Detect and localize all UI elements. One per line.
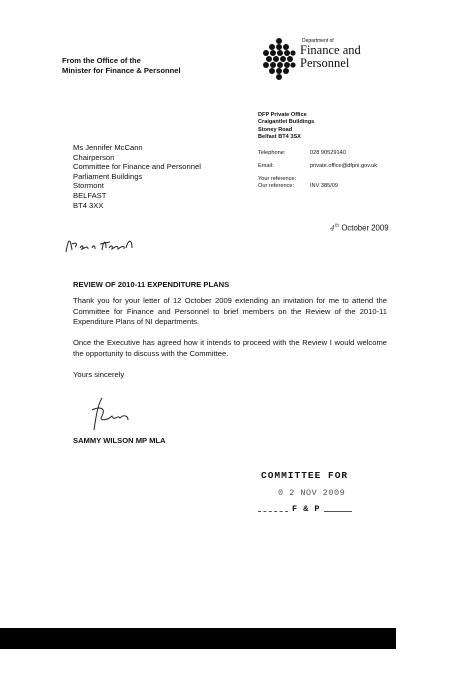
body-paragraph-1: Thank you for your letter of 12 October 2009 extending an invitation for me to attend the Committee for Finance and Personnel to brief members on the Review of the 2010-11 Expenditure Plans of NI departments. xyxy=(73,296,387,326)
stamp-rule-left xyxy=(258,511,288,512)
stamp-rule-right xyxy=(324,511,352,512)
office-address-line2: Craigantlet Buildings xyxy=(258,119,315,126)
recipient-city: BELFAST xyxy=(73,190,107,200)
contact-details xyxy=(258,150,377,190)
department-crest-logo xyxy=(262,38,296,80)
recipient-postcode: BT4 3XX xyxy=(73,200,104,210)
sender-office-line2: Minister for Finance & Personnel xyxy=(62,66,181,75)
recipient-address xyxy=(73,143,201,210)
office-address xyxy=(258,112,314,142)
subject-heading: REVIEW OF 2010-11 EXPENDITURE PLANS xyxy=(73,280,230,289)
recipient-area: Stormont xyxy=(73,181,104,191)
email-row xyxy=(258,163,377,170)
date-month-year: October 2009 xyxy=(341,223,389,233)
department-name-line1: Finance and xyxy=(300,43,361,57)
recipient-title: Chairperson xyxy=(73,152,115,162)
your-reference-row xyxy=(258,176,377,183)
received-stamp xyxy=(258,470,368,530)
letter-date xyxy=(330,223,389,233)
sender-office xyxy=(62,56,181,76)
stamp-committee: COMMITTEE FOR xyxy=(261,470,349,481)
telephone-row xyxy=(258,150,377,157)
your-reference-label: Your reference: xyxy=(258,176,297,182)
office-address-line1: DFP Private Office xyxy=(258,112,307,118)
email-value: private.office@dfpni.gov.uk xyxy=(310,163,378,169)
office-address-line4: Belfast BT4 3SX xyxy=(258,134,301,141)
redaction-bar xyxy=(0,628,396,649)
telephone-label: Telephone: xyxy=(258,150,286,156)
email-label: Email: xyxy=(258,163,274,169)
sender-office-line1: From the Office of the xyxy=(62,56,141,65)
office-address-line3: Stoney Road xyxy=(258,126,293,133)
our-reference-value: INV 385/09 xyxy=(310,183,338,189)
stamp-fp: F & P xyxy=(292,504,321,514)
closing: Yours sincerely xyxy=(73,370,125,379)
our-reference-label: Our reference: xyxy=(258,183,295,189)
recipient-committee: Committee for Finance and Personnel xyxy=(73,162,201,172)
stamp-date: 0 2 NOV 2009 xyxy=(278,488,346,498)
department-name xyxy=(300,44,361,70)
date-day: 4 xyxy=(330,223,335,233)
recipient-building: Parliament Buildings xyxy=(73,171,143,181)
our-reference-row xyxy=(258,183,377,190)
department-prefix: Department of xyxy=(302,38,334,44)
telephone-value: 028 90529140 xyxy=(310,150,346,156)
pp-signature-scribble xyxy=(62,232,136,256)
date-suffix: th xyxy=(334,223,340,229)
department-name-line2: Personnel xyxy=(300,56,350,70)
signatory-name: SAMMY WILSON MP MLA xyxy=(73,436,166,445)
signature-scribble xyxy=(84,396,140,432)
body-paragraph-2: Once the Executive has agreed how it intends to proceed with the Review I would welcome the opportunity to discuss with the Committee. xyxy=(73,338,387,358)
recipient-name: Ms Jennifer McCann xyxy=(73,143,143,152)
